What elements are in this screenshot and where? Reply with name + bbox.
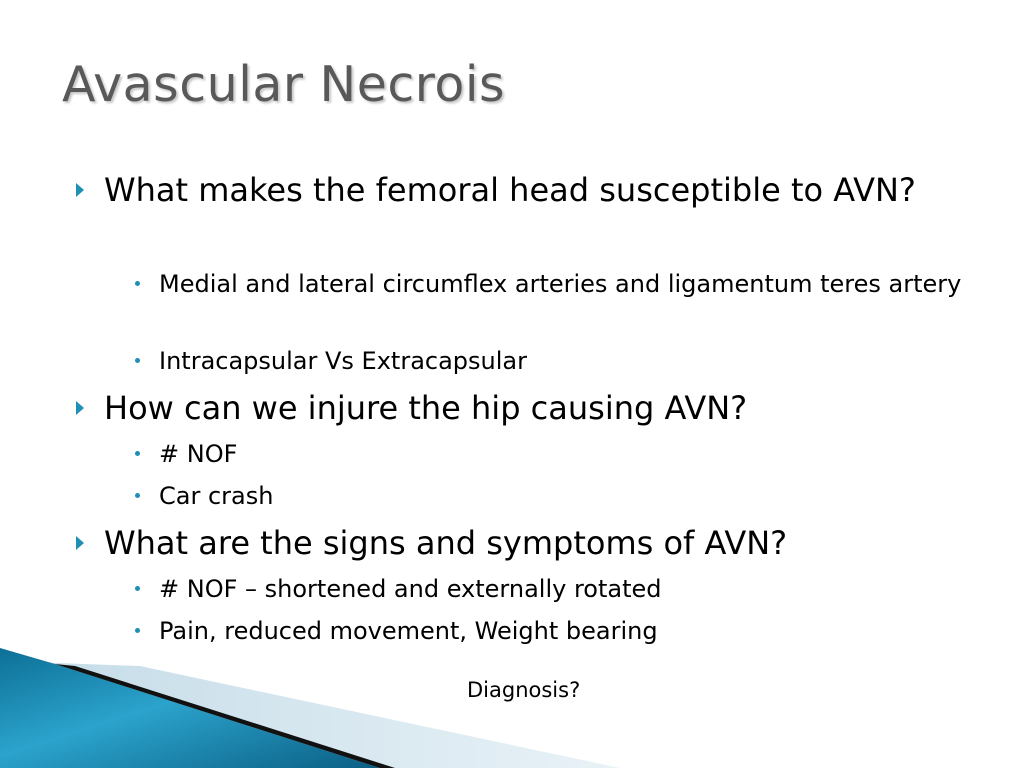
- diagnosis-note: Diagnosis?: [467, 678, 581, 702]
- slide-title: Avascular Necrois: [62, 56, 505, 113]
- bullet-text: What are the signs and symptoms of AVN?: [104, 524, 788, 562]
- bullet-text: How can we injure the hip causing AVN?: [104, 389, 748, 427]
- bullet-text: What makes the femoral head susceptible to AVN?: [104, 171, 916, 209]
- sub-bullet-text: Car crash: [159, 482, 274, 510]
- sub-bullet-text: Pain, reduced movement, Weight bearing: [159, 617, 658, 645]
- sub-bullet-text: # NOF – shortened and externally rotated: [159, 575, 662, 603]
- sub-bullet-text: Medial and lateral circumflex arteries and ligamentum teres artery: [159, 270, 962, 298]
- sub-bullet-text: # NOF: [159, 440, 238, 468]
- sub-bullet-text: Intracapsular Vs Extracapsular: [159, 347, 527, 375]
